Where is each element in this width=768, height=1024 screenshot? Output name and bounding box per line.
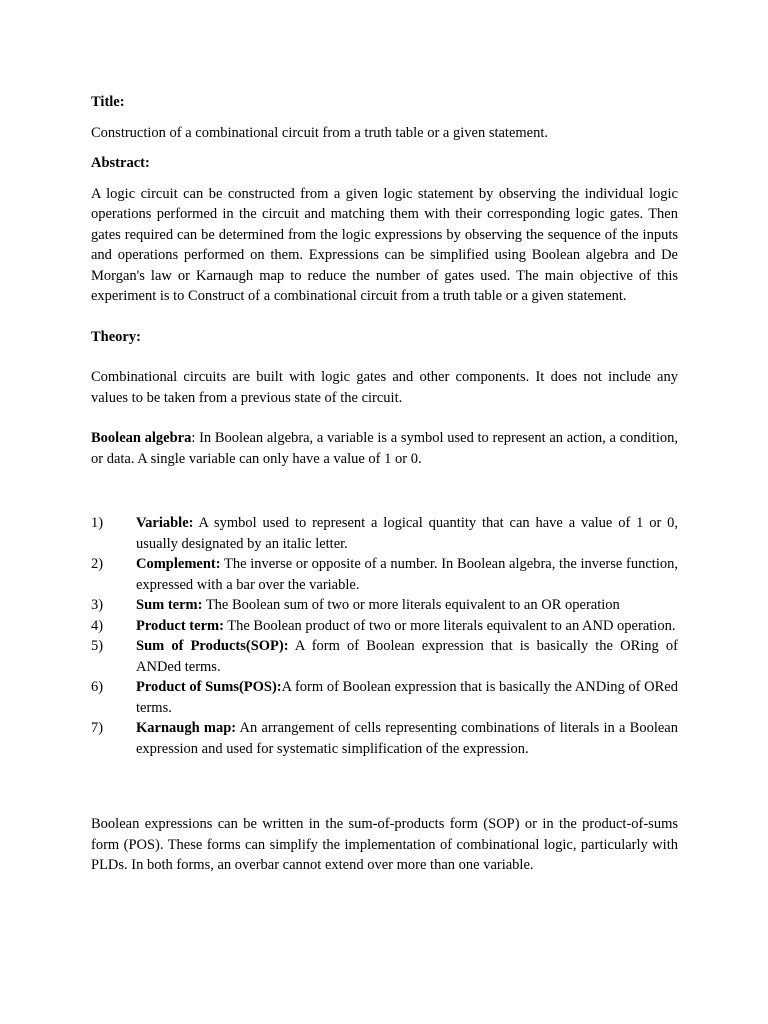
theory-intro: Combinational circuits are built with logic gates and other components. It does not include any values to be taken from a previous state of the circuit.: [91, 369, 678, 406]
list-item-text: An arrangement of cells representing combinations of literals in a Boolean expression and used for systematic simplification of the expression.: [136, 720, 678, 757]
boolean-algebra-text: : In Boolean algebra, a variable is a symbol used to represent an action, a condition, or data. A single variable can only have a value of 1 or 0.: [91, 430, 678, 467]
list-item-number: 1): [91, 515, 104, 531]
list-item-text: The Boolean sum of two or more literals equivalent to an OR operation: [202, 597, 620, 613]
title-text: Construction of a combinational circuit from a truth table or a given statement.: [91, 124, 549, 141]
list-item-number: 6): [91, 679, 104, 695]
document-body: [91, 92, 678, 876]
title-heading: Title:: [91, 94, 125, 110]
list-item-text: A form of Boolean expression that is basically the ANDing of ORed terms.: [136, 679, 678, 716]
list-item: [91, 595, 678, 616]
list-item-term: Variable:: [136, 515, 194, 531]
list-item: [91, 677, 678, 718]
list-item: [91, 513, 678, 554]
list-item: [91, 554, 678, 595]
list-item: [91, 718, 678, 759]
list-item-number: 7): [91, 720, 104, 736]
abstract-text: A logic circuit can be constructed from a given logic statement by observing the individual logic operations performed in the circuit and matching them with their corresponding logic gates. Then gates required can be determined from the logic expressions by observing the sequence of the inputs and operations performed on them. Expressions can be simplified using Boolean algebra and De Morgan's law or Karnaugh map to reduce the number of gates used. The main objective of this experiment is to Construct of a combinational circuit from a truth table or a given statement.: [91, 185, 678, 304]
list-item-number: 5): [91, 638, 104, 654]
list-item: [91, 636, 678, 677]
list-item-text: A symbol used to represent a logical quantity that can have a value of 1 or 0, usually designated by an italic letter.: [136, 515, 678, 552]
list-item-term: Product term:: [136, 617, 224, 634]
list-item-text: A form of Boolean expression that is basically the ORing of ANDed terms.: [136, 638, 678, 675]
boolean-algebra-paragraph: [91, 428, 678, 469]
abstract-heading: Abstract:: [91, 155, 150, 171]
definitions-list: [91, 513, 678, 759]
list-item-text: The Boolean product of two or more literals equivalent to an AND operation.: [223, 617, 676, 634]
list-item-term: Complement:: [136, 556, 221, 572]
list-item-number: 3): [91, 597, 104, 613]
list-item-text: The inverse or opposite of a number. In Boolean algebra, the inverse function, expressed with a bar over the variable.: [136, 556, 678, 593]
list-item-number: 2): [91, 556, 104, 572]
list-item-number: 4): [91, 617, 104, 634]
list-item-term: Karnaugh map:: [136, 720, 237, 736]
list-item-term: Sum of Products(SOP):: [136, 638, 289, 654]
list-item-term: Sum term:: [136, 597, 203, 613]
list-item: [91, 616, 678, 637]
list-item-term: Product of Sums(POS):: [136, 679, 282, 695]
theory-heading: Theory:: [91, 328, 141, 345]
boolean-algebra-term: Boolean algebra: [91, 430, 192, 446]
closing-paragraph: Boolean expressions can be written in the sum-of-products form (SOP) or in the product-of-sums form (POS). These forms can simplify the implementation of combinational logic, particularly with PLDs. In both forms, an overbar cannot extend over more than one variable.: [91, 816, 678, 873]
